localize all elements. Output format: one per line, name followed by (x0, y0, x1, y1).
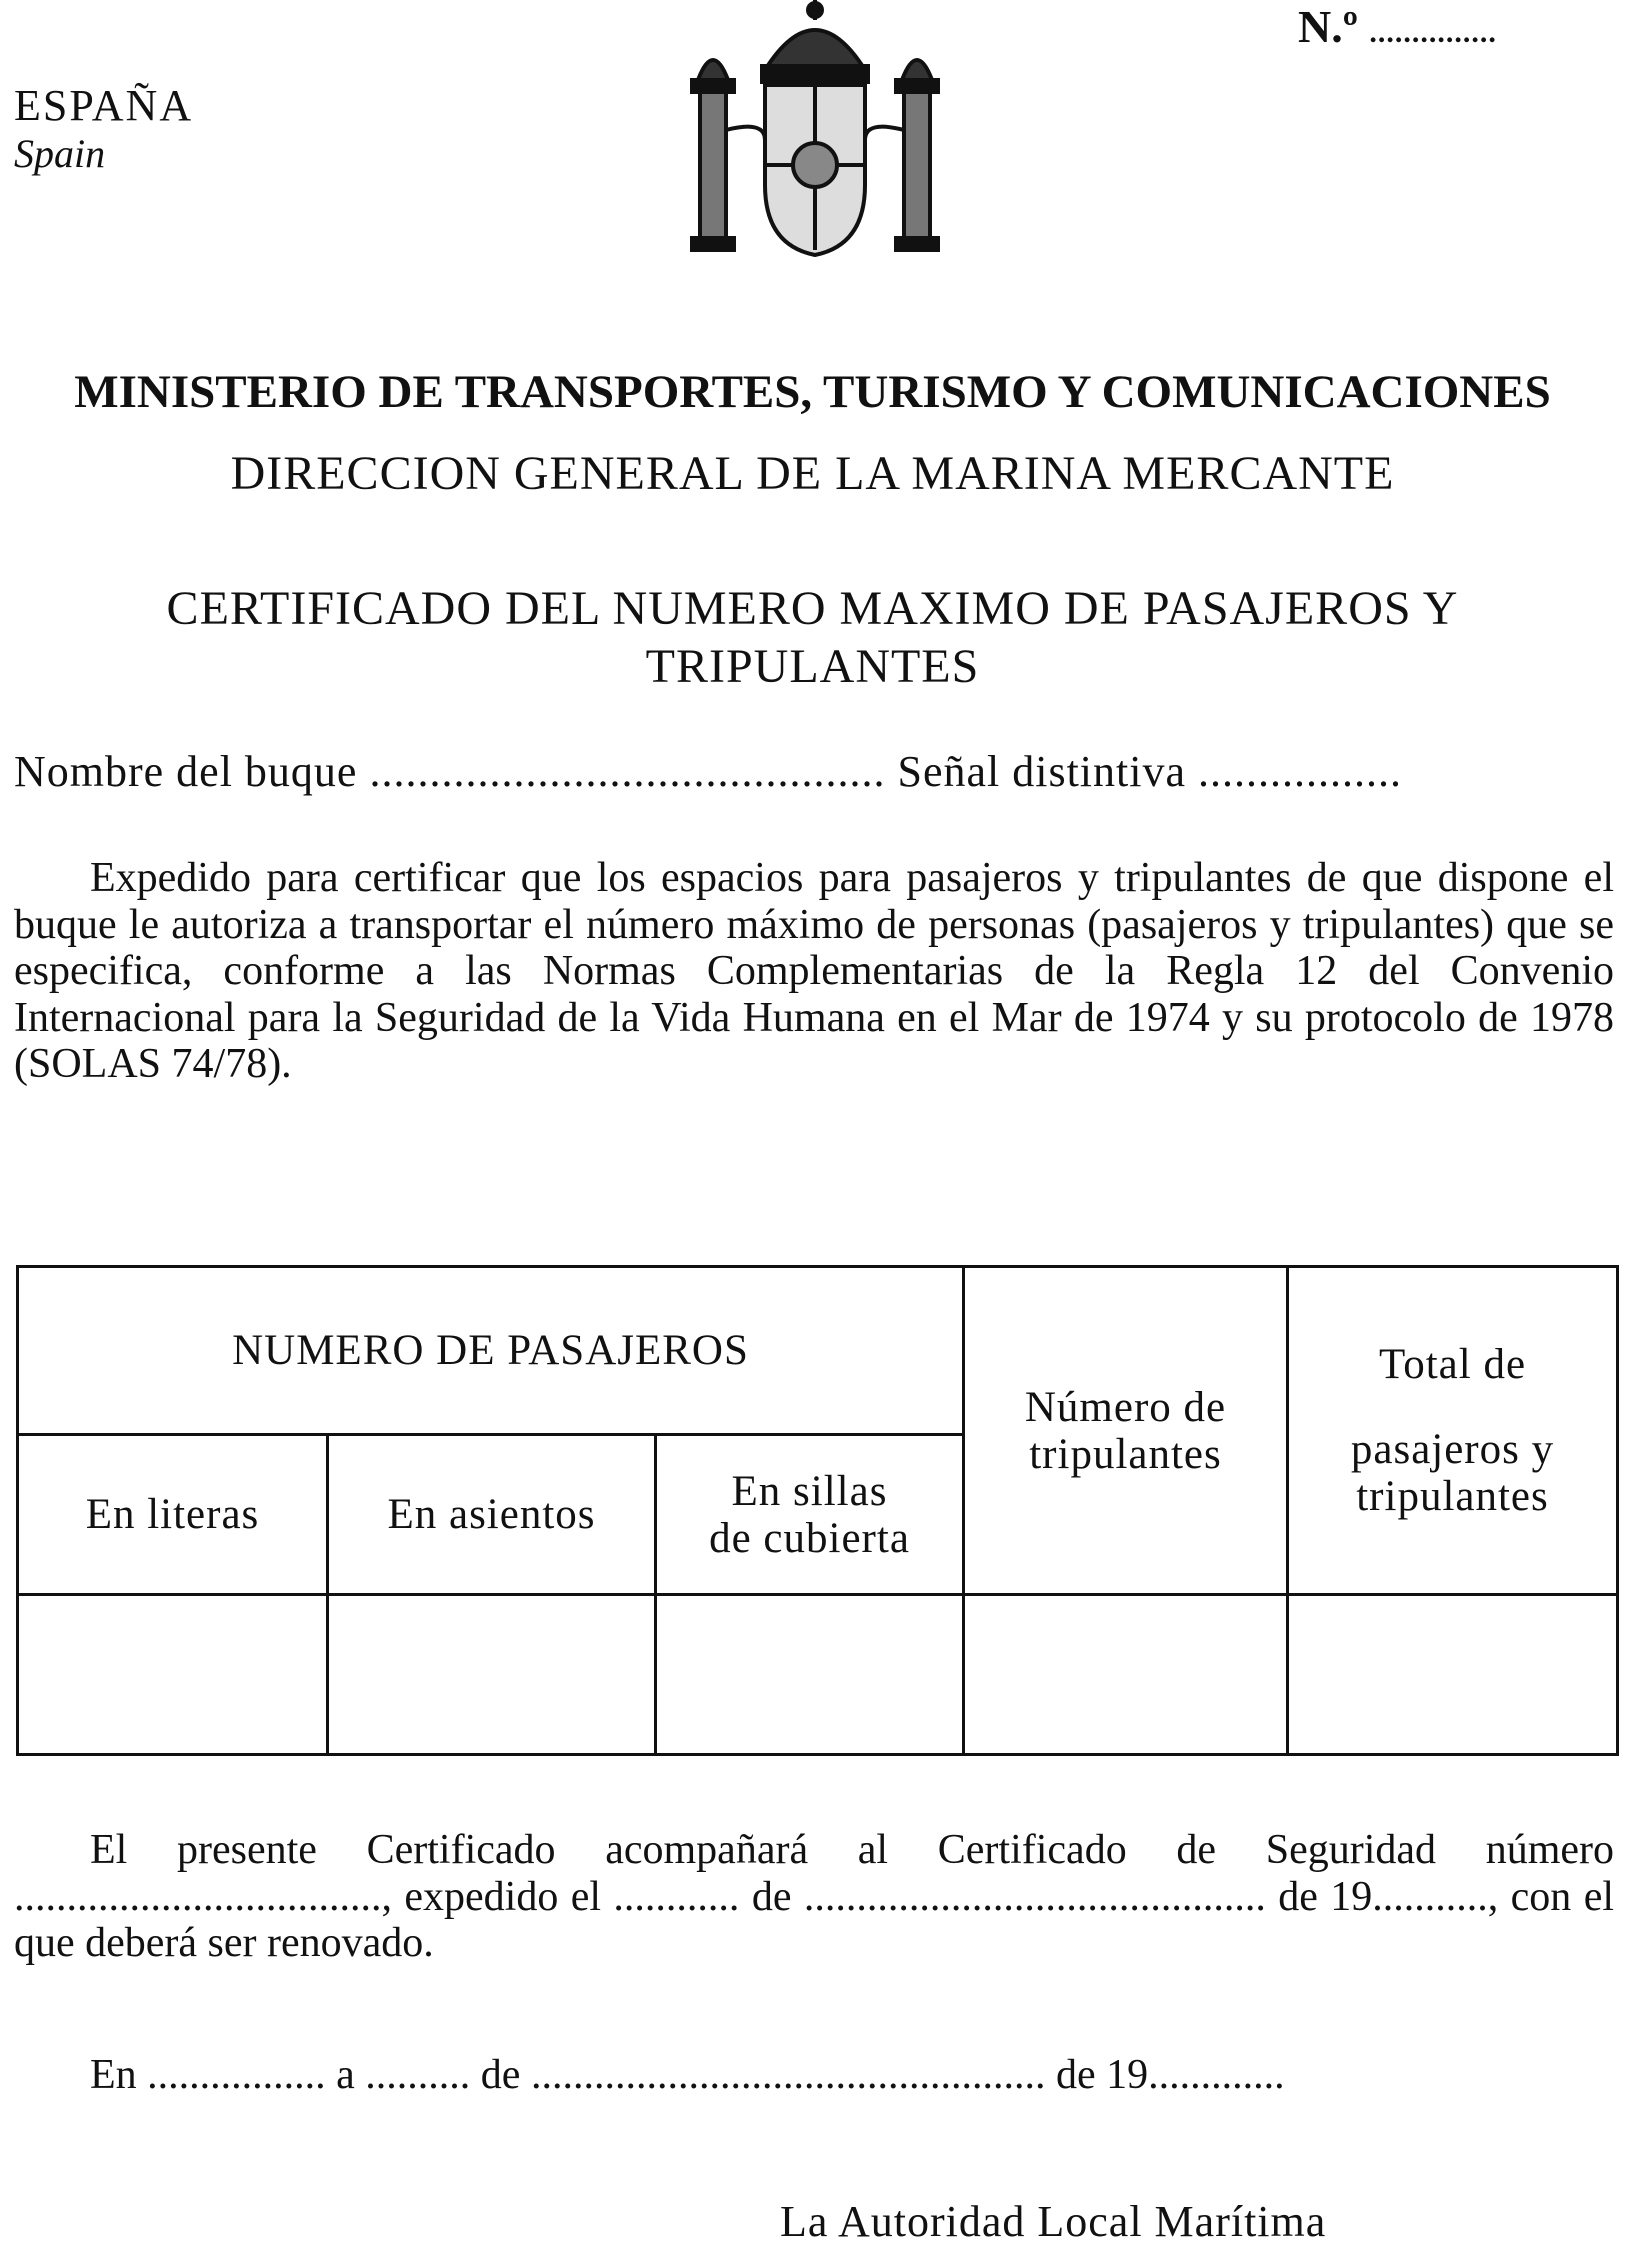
total-value-cell (1288, 1595, 1618, 1755)
table-header-row (18, 1267, 1618, 1435)
total-header-line-2: pasajeros y (1350, 1426, 1555, 1473)
number-label: N.º (1298, 1, 1358, 52)
country-name: ESPAÑA (14, 81, 194, 130)
crew-header-line-2: tripulantes (1029, 1430, 1222, 1478)
ship-name-dots: ........................................... (369, 747, 886, 796)
signal-dots: ................. (1198, 747, 1402, 796)
total-header-line-1: Total de (1378, 1341, 1527, 1388)
directorate-heading: DIRECCION GENERAL DE LA MARINA MERCANTE (230, 447, 1395, 500)
berths-header: En literas (18, 1435, 328, 1595)
crew-number-header (964, 1267, 1288, 1595)
total-header (1288, 1267, 1618, 1595)
capacity-table (16, 1265, 1619, 1756)
certificate-title-line-2: TRIPULANTES (645, 640, 980, 693)
certificate-title-line-1: CERTIFICADO DEL NUMERO MAXIMO DE PASAJEROS Y (166, 582, 1459, 635)
passengers-group-header: NUMERO DE PASAJEROS (18, 1267, 964, 1435)
deck-chairs-value-cell (656, 1595, 964, 1755)
deck-chairs-line-2: de cubierta (709, 1514, 910, 1562)
crew-value-cell (964, 1595, 1288, 1755)
coat-of-arms-icon (670, 0, 960, 262)
deck-chairs-header (656, 1435, 964, 1595)
signature-authority: La Autoridad Local Marítima (780, 2197, 1327, 2246)
ministry-heading: MINISTERIO DE TRANSPORTES, TURISMO Y COMUNICACIONES (74, 366, 1551, 418)
place-date-line: En ................. a .......... de ................................................. de 19............. (90, 2052, 1285, 2098)
country-block (14, 80, 193, 176)
certificate-number-field (1298, 0, 1497, 53)
ship-info-line (14, 746, 1614, 797)
certification-paragraph: Expedido para certificar que los espacios para pasajeros y tripulantes de que dispone el buque le autoriza a transportar el número máximo de personas (pasajeros y tripulantes) que se especifica, conforme a las Normas Complementarias de la Regla 12 del Convenio Internacional para la Seguridad de la Vida Humana en el Mar de 1974 y su protocolo de 1978 (SOLAS 74/78). (14, 855, 1614, 1087)
crew-header-line-1: Número de (1024, 1383, 1227, 1431)
ship-name-label: Nombre del buque (14, 747, 358, 796)
table-row (18, 1595, 1618, 1755)
country-name-english: Spain (14, 131, 106, 176)
number-dots: ............... (1369, 16, 1497, 49)
seats-value-cell (328, 1595, 656, 1755)
deck-chairs-line-1: En sillas (731, 1467, 888, 1515)
certificate-title (0, 580, 1625, 696)
total-header-line-3: tripulantes (1356, 1473, 1549, 1520)
berths-value-cell (18, 1595, 328, 1755)
signal-label: Señal distintiva (897, 747, 1186, 796)
seats-header: En asientos (328, 1435, 656, 1595)
validity-paragraph: El presente Certificado acompañará al Certificado de Seguridad número ..................................., expedido el ............ de ............................................ de 19..........., con el que deberá ser renovado. (14, 1827, 1614, 1966)
